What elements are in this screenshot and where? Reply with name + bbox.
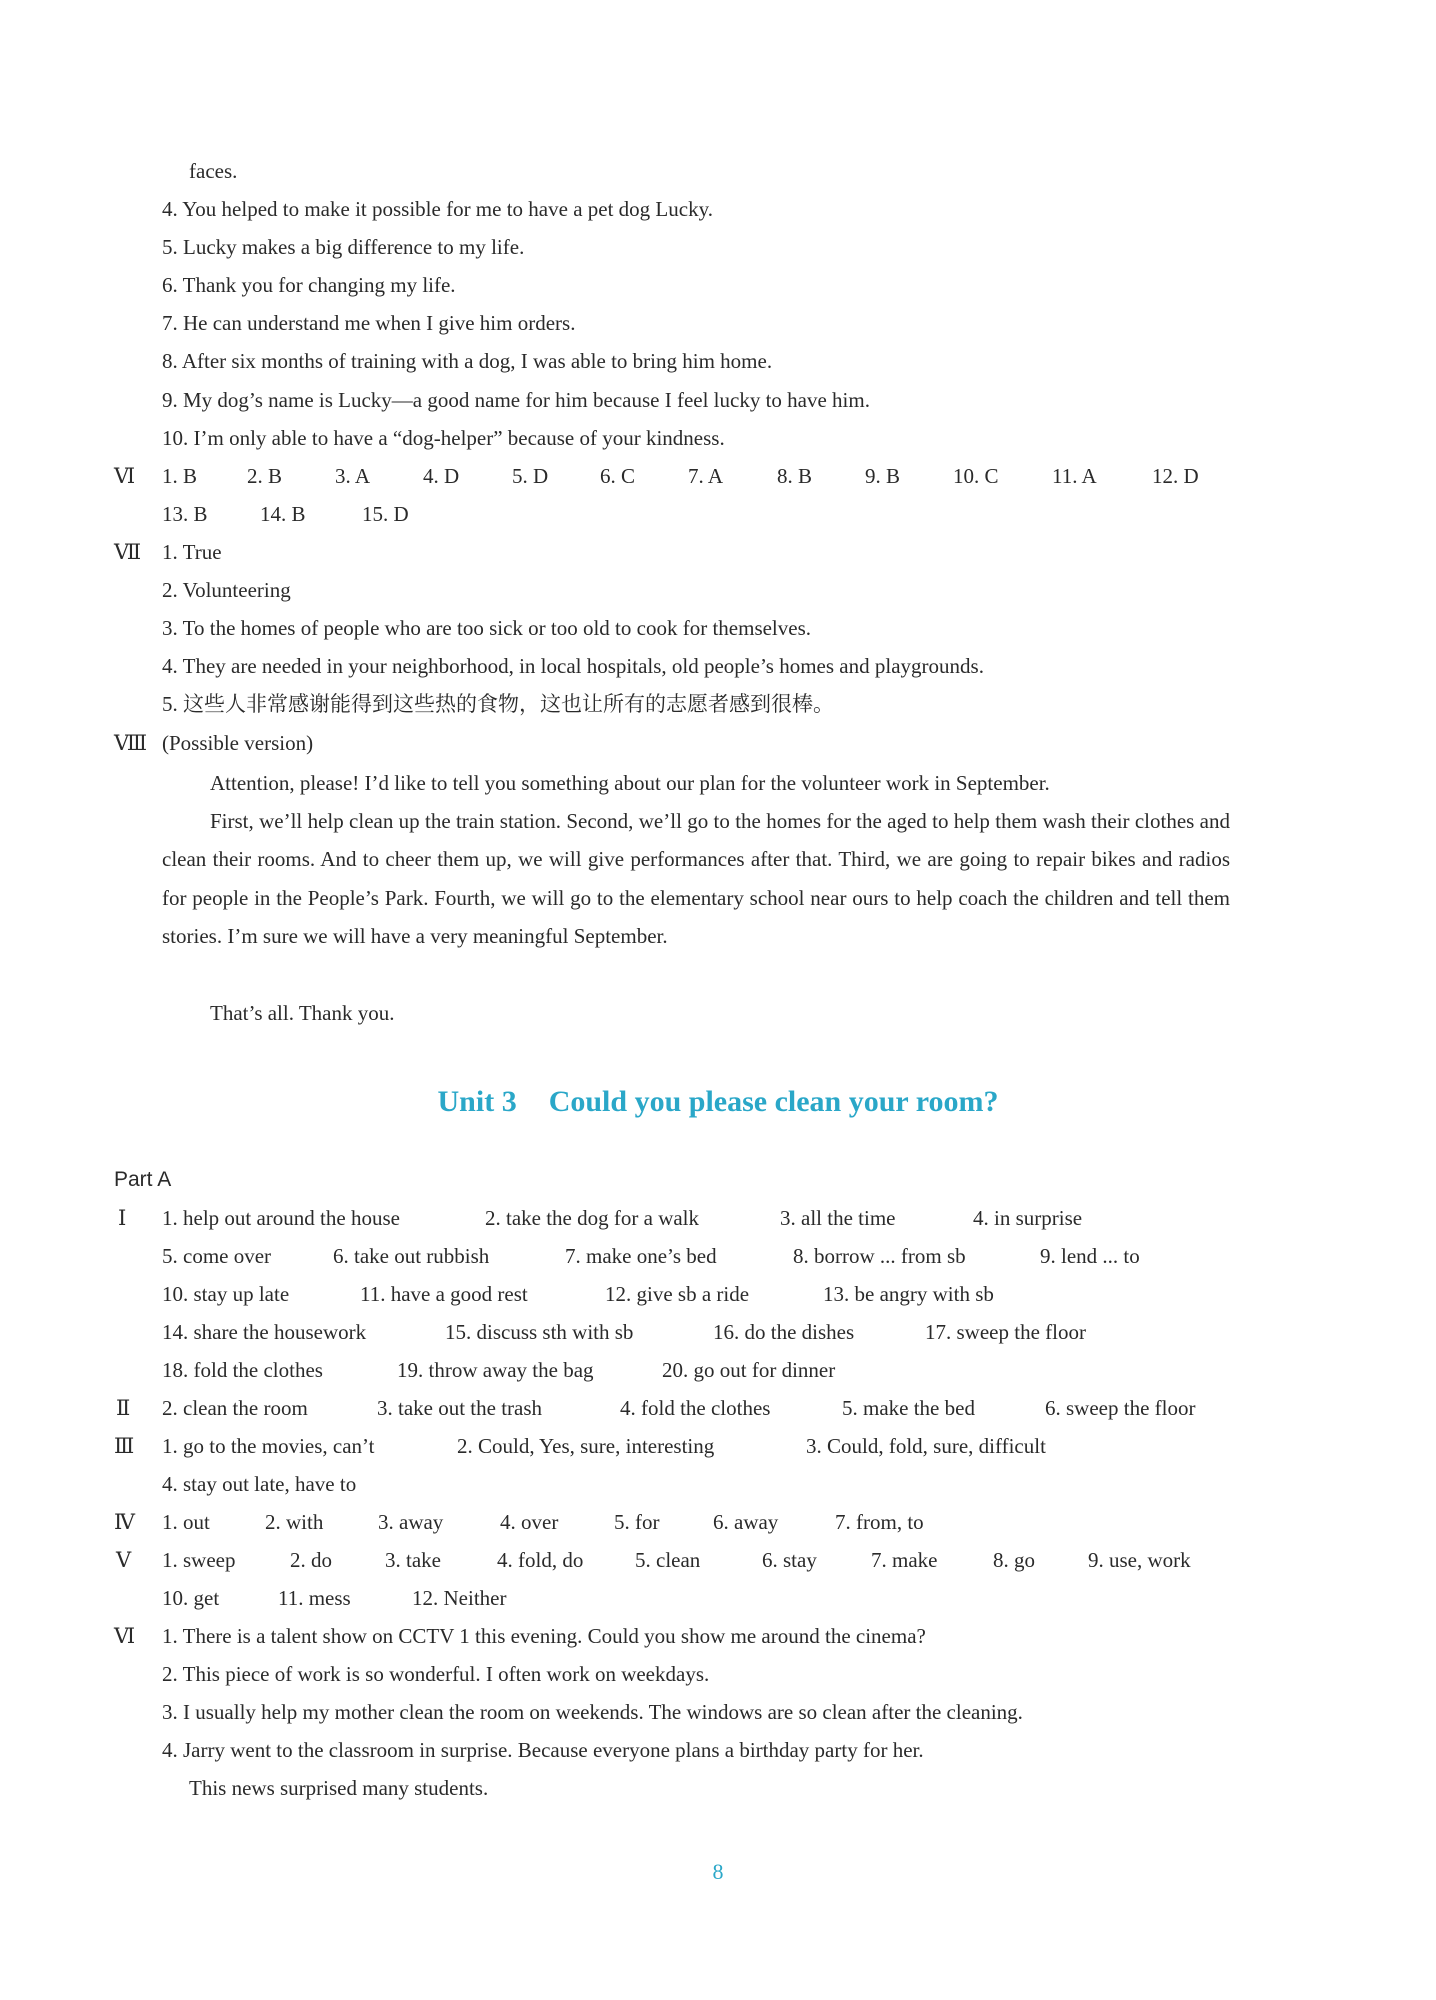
answer-line: 8. After six months of training with a dog, I was able to bring him home. [162, 349, 773, 373]
answer-item: 15. D [362, 502, 409, 526]
answer-item: 4. in surprise [973, 1206, 1083, 1230]
answer-line: 2. Volunteering [162, 578, 291, 602]
answer-item: 7. make one’s bed [565, 1244, 717, 1268]
answer-line: 9. My dog’s name is Lucky—a good name for him because I feel lucky to have him. [162, 388, 870, 412]
answer-row [0, 1432, 1436, 1460]
answer-item: 10. stay up late [162, 1282, 290, 1306]
answer-item: 2. take the dog for a walk [485, 1206, 700, 1230]
answer-row [0, 1204, 1436, 1232]
answer-item: 8. borrow ... from sb [793, 1244, 966, 1268]
page-number: 8 [712, 1859, 724, 1884]
answer-line: 1. True [162, 540, 222, 564]
answer-item: 1. go to the movies, can’t [162, 1434, 375, 1458]
answer-item: 16. do the dishes [713, 1320, 855, 1344]
answer-item: 3. Could, fold, sure, difficult [806, 1434, 1046, 1458]
answer-item: 10. get [162, 1586, 220, 1610]
answer-item: 2. do [290, 1548, 332, 1572]
answer-item: 4. D [423, 464, 460, 488]
answer-item: 3. all the time [780, 1206, 896, 1230]
answer-line: 1. There is a talent show on CCTV 1 this evening. Could you show me around the cinema? [162, 1624, 926, 1648]
section-marker: Ⅷ [114, 731, 148, 755]
answer-item: 2. B [247, 464, 283, 488]
section-marker: Ⅶ [114, 540, 142, 564]
section-marker: Ⅰ [118, 1206, 127, 1230]
section-marker: Ⅱ [116, 1396, 131, 1420]
answer-line: 6. Thank you for changing my life. [162, 273, 456, 297]
essay-paragraph: First, we’ll help clean up the train station. Second, we’ll go to the homes for the aged to help them wash their clothes and clean their rooms. And to cheer them up, we will give performances after that. Third, we are going to repair bikes and radios for people in the People’s Park. Fourth, we will go to the elementary school near ours to help coach the children and tell them stories. I’m sure we will have a very meaningful September. [162, 809, 1230, 949]
unit-heading: Could you please clean your room? [548, 1085, 999, 1118]
answer-item: 5. D [512, 464, 549, 488]
answer-item: 6. take out rubbish [333, 1244, 490, 1268]
answer-item: 7. from, to [835, 1510, 924, 1534]
answer-item: 20. go out for dinner [662, 1358, 836, 1382]
answer-item: 11. A [1052, 464, 1097, 488]
answer-row [0, 1318, 1436, 1346]
answer-item: 10. C [953, 464, 999, 488]
section-marker: Ⅳ [114, 1510, 135, 1534]
answer-line: 10. I’m only able to have a “dog-helper” because of your kindness. [162, 426, 725, 450]
answer-row [0, 1470, 1436, 1498]
answer-item: 4. fold, do [497, 1548, 584, 1572]
answer-item: 3. take out the trash [377, 1396, 543, 1420]
answer-item: 5. clean [635, 1548, 701, 1572]
answer-item: 6. stay [762, 1548, 817, 1572]
answer-item: 19. throw away the bag [397, 1358, 594, 1382]
answer-item: 6. sweep the floor [1045, 1396, 1196, 1420]
answer-line: faces. [189, 159, 238, 183]
answer-item: 1. help out around the house [162, 1206, 400, 1230]
answer-item: 14. share the housework [162, 1320, 367, 1344]
answer-item: 13. B [162, 502, 208, 526]
answer-item: 4. stay out late, have to [162, 1472, 357, 1496]
answer-item: 12. D [1152, 464, 1199, 488]
answer-line: 4. Jarry went to the classroom in surprise. Because everyone plans a birthday party for her. [162, 1738, 924, 1762]
answer-item: 1. sweep [162, 1548, 236, 1572]
answer-item: 8. B [777, 464, 813, 488]
answer-row [0, 1508, 1436, 1536]
answer-item: 5. for [614, 1510, 660, 1534]
answer-item: 17. sweep the floor [925, 1320, 1086, 1344]
answer-row [0, 1584, 1436, 1612]
answer-item: 8. go [993, 1548, 1035, 1572]
answer-item: 2. clean the room [162, 1396, 308, 1420]
answer-item: 14. B [260, 502, 306, 526]
answer-item: 4. over [500, 1510, 559, 1534]
answer-item: 6. C [600, 464, 636, 488]
answer-row [0, 1546, 1436, 1574]
answer-line: 2. This piece of work is so wonderful. I often work on weekdays. [162, 1662, 710, 1686]
answer-line: 3. I usually help my mother clean the room on weekends. The windows are so clean after the cleaning. [162, 1700, 1023, 1724]
answer-row [0, 500, 1436, 528]
answer-item: 3. take [385, 1548, 441, 1572]
answer-line: 4. You helped to make it possible for me to have a pet dog Lucky. [162, 197, 713, 221]
unit-number: Unit 3 [437, 1085, 517, 1118]
answer-item: 7. make [871, 1548, 938, 1572]
essay-paragraph: That’s all. Thank you. [210, 1001, 395, 1025]
answer-row [0, 1356, 1436, 1384]
essay-heading: (Possible version) [162, 731, 314, 755]
answer-line: 3. To the homes of people who are too sick or too old to cook for themselves. [162, 616, 812, 640]
section-marker: Ⅴ [116, 1548, 132, 1572]
answer-item: 13. be angry with sb [823, 1282, 994, 1306]
answer-item: 6. away [713, 1510, 779, 1534]
answer-item: 9. lend ... to [1040, 1244, 1140, 1268]
answer-line: 4. They are needed in your neighborhood, in local hospitals, old people’s homes and playgrounds. [162, 654, 984, 678]
answer-item: 3. A [335, 464, 371, 488]
answer-line: 7. He can understand me when I give him orders. [162, 311, 576, 335]
answer-row [0, 1242, 1436, 1270]
answer-item: 12. Neither [412, 1586, 507, 1610]
answer-item: 3. away [378, 1510, 444, 1534]
answer-line: 5. 这些人非常感谢能得到这些热的食物，这也让所有的志愿者感到很棒。 [162, 692, 834, 716]
answer-item: 9. use, work [1088, 1548, 1191, 1572]
answer-item: 2. Could, Yes, sure, interesting [457, 1434, 715, 1458]
answer-item: 1. out [162, 1510, 210, 1534]
answer-item: 18. fold the clothes [162, 1358, 323, 1382]
answer-row [0, 462, 1436, 490]
section-marker: Ⅵ [114, 464, 136, 488]
answer-item: 2. with [265, 1510, 324, 1534]
answer-item: 5. come over [162, 1244, 272, 1268]
answer-item: 7. A [688, 464, 724, 488]
part-heading: Part A [114, 1168, 172, 1191]
answer-item: 15. discuss sth with sb [445, 1320, 634, 1344]
answer-item: 1. B [162, 464, 198, 488]
answer-item: 12. give sb a ride [605, 1282, 750, 1306]
answer-item: 11. mess [278, 1586, 351, 1610]
unit-title [0, 1082, 1436, 1122]
answer-row [0, 1280, 1436, 1308]
answer-item: 9. B [865, 464, 901, 488]
essay-paragraph: Attention, please! I’d like to tell you something about our plan for the volunteer work in September. [210, 771, 1050, 795]
answer-item: 4. fold the clothes [620, 1396, 771, 1420]
answer-row [0, 1394, 1436, 1422]
section-marker: Ⅲ [114, 1434, 135, 1458]
section-marker: Ⅵ [114, 1624, 136, 1648]
answer-line: 5. Lucky makes a big difference to my life. [162, 235, 525, 259]
answer-item: 11. have a good rest [360, 1282, 528, 1306]
answer-line: This news surprised many students. [189, 1776, 489, 1800]
answer-item: 5. make the bed [842, 1396, 975, 1420]
